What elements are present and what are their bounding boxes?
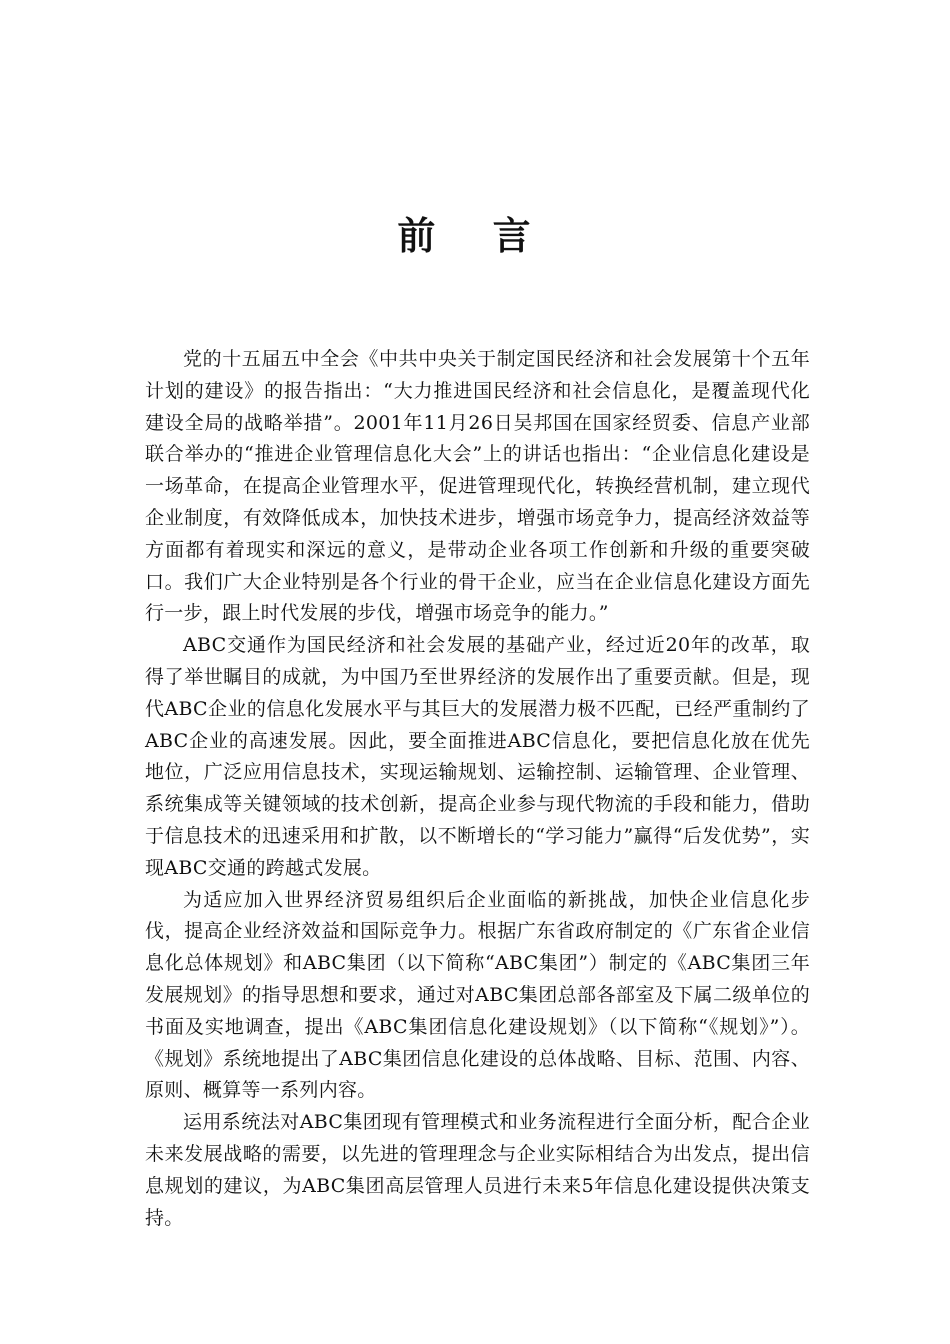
- page-title: 前 言: [397, 214, 553, 258]
- paragraph-4: 运用系统法对ABC集团现有管理模式和业务流程进行全面分析，配合企业未来发展战略的需要，以先进的管理理念与企业实际相结合为出发点，提出信息规划的建议，为ABC集团高层管理人员进行未来5年信息化建设提供决策支持。: [145, 1111, 810, 1229]
- body-text: [145, 344, 810, 1234]
- paragraph-1: 党的十五届五中全会《中共中央关于制定国民经济和社会发展第十个五年计划的建设》的报告指出：“大力推进国民经济和社会信息化，是覆盖现代化建设全局的战略举措”。2001年11月26日吴邦国在国家经贸委、信息产业部联合举办的“推进企业管理信息化大会”上的讲话也指出：“企业信息化建设是一场革命，在提高企业管理水平，促进管理现代化，转换经营机制，建立现代企业制度，有效降低成本，加快技术进步，增强市场竞争力，提高经济效益等方面都有着现实和深远的意义，是带动企业各项工作创新和升级的重要突破口。我们广大企业特别是各个行业的骨干企业，应当在企业信息化建设方面先行一步，跟上时代发展的步伐，增强市场竞争的能力。”: [145, 348, 810, 625]
- paragraph-2: ABC交通作为国民经济和社会发展的基础产业，经过近20年的改革，取得了举世瞩目的成就，为中国乃至世界经济的发展作出了重要贡献。但是，现代ABC企业的信息化发展水平与其巨大的发展潜力极不匹配，已经严重制约了ABC企业的高速发展。因此，要全面推进ABC信息化，要把信息化放在优先地位，广泛应用信息技术，实现运输规划、运输控制、运输管理、企业管理、系统集成等关键领域的技术创新，提高企业参与现代物流的手段和能力，借助于信息技术的迅速采用和扩散，以不断增长的“学习能力”赢得“后发优势”，实现ABC交通的跨越式发展。: [145, 634, 810, 879]
- paragraph-3: 为适应加入世界经济贸易组织后企业面临的新挑战，加快企业信息化步伐，提高企业经济效益和国际竞争力。根据广东省政府制定的《广东省企业信息化总体规划》和ABC集团（以下简称“ABC集团”）制定的《ABC集团三年发展规划》的指导思想和要求，通过对ABC集团总部各部室及下属二级单位的书面及实地调查，提出《ABC集团信息化建设规划》（以下简称“《规划》”）。《规划》系统地提出了ABC集团信息化建设的总体战略、目标、范围、内容、原则、概算等一系列内容。: [145, 888, 810, 1102]
